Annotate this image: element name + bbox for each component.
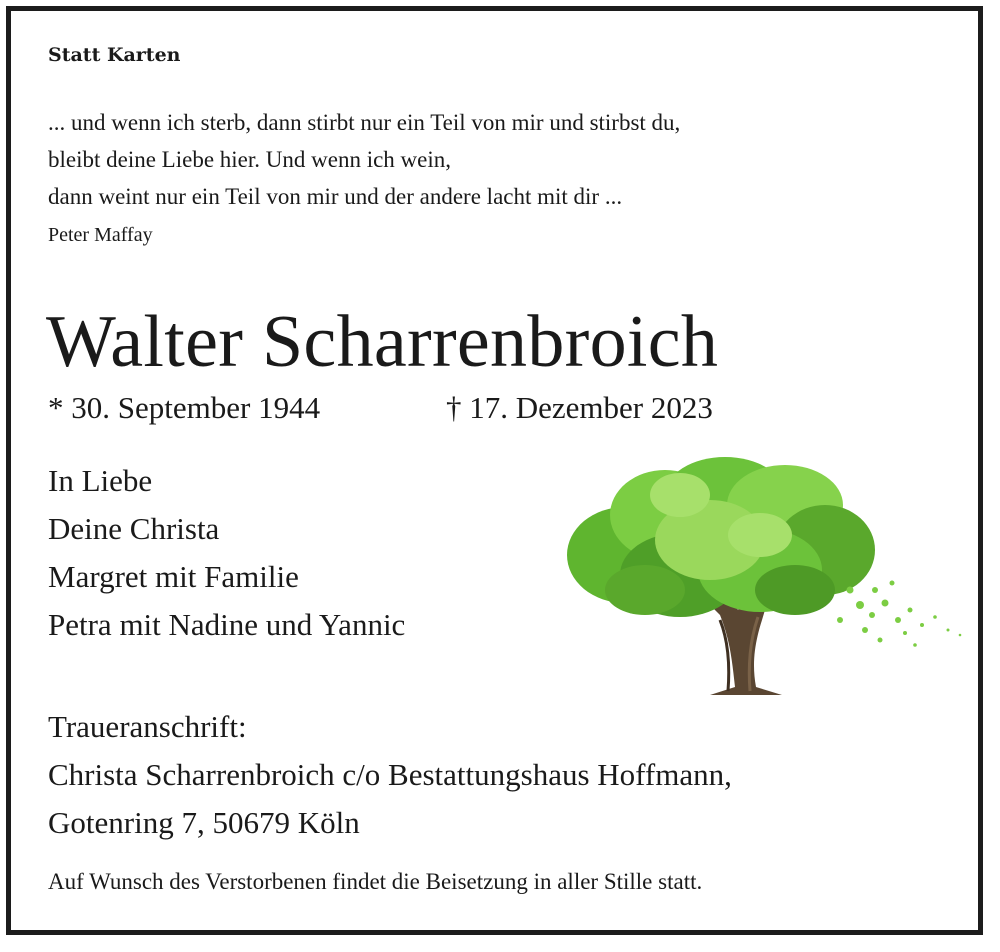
burial-note: Auf Wunsch des Verstorbenen findet die Beisetzung in aller Stille statt. (48, 869, 703, 894)
deceased-name: Walter Scharrenbroich (46, 301, 719, 383)
mourner-line: Deine Christa (48, 511, 220, 546)
mourner-line: In Liebe (48, 463, 153, 498)
quote-line: ... und wenn ich sterb, dann stirbt nur ein Teil von mir und stirbst du, (48, 110, 681, 135)
mourner-line: Petra mit Nadine und Yannic (48, 607, 406, 642)
quote (48, 104, 680, 215)
life-dates (48, 390, 713, 426)
quote-author: Peter Maffay (48, 224, 153, 246)
mourners-list (48, 457, 405, 649)
quote-line: dann weint nur ein Teil von mir und der andere lacht mit dir ... (48, 184, 623, 209)
tree-foliage (567, 457, 875, 617)
header-label: Statt Karten (48, 44, 181, 66)
blowing-leaves (837, 581, 961, 647)
birth-date: * 30. September 1944 (48, 390, 321, 425)
address-line: Gotenring 7, 50679 Köln (48, 805, 360, 840)
mourning-address (48, 703, 732, 847)
quote-line: bleibt deine Liebe hier. Und wenn ich wein, (48, 147, 452, 172)
mourner-line: Margret mit Familie (48, 559, 299, 594)
death-date: † 17. Dezember 2023 (446, 390, 713, 425)
address-label: Traueranschrift: (48, 709, 247, 744)
address-line: Christa Scharrenbroich c/o Bestattungshaus Hoffmann, (48, 757, 732, 792)
tree-icon (560, 455, 970, 705)
